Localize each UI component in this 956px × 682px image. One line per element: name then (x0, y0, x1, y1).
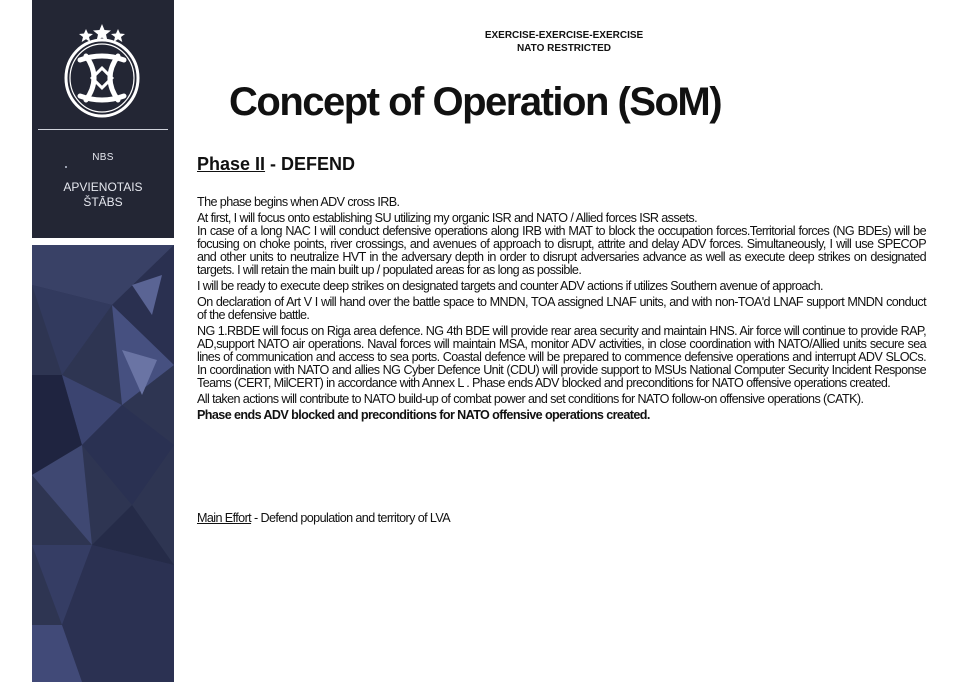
org-abbreviation: NBS (92, 152, 114, 163)
nbs-emblem-icon (62, 12, 142, 122)
phase-name: DEFEND (281, 154, 356, 174)
sidebar-decorative-panel (32, 245, 174, 682)
sidebar-divider (38, 129, 168, 130)
sidebar-header-panel (32, 0, 174, 238)
polygon-pattern-graphic (32, 245, 174, 682)
paragraph-focus-su: At first, I will focus onto establishing SU utilizing my organic ISR and NATO / Allied forces ISR assets. (197, 211, 697, 225)
classification-exercise: EXERCISE-EXERCISE-EXERCISE (484, 30, 644, 41)
paragraph-phase-ends: Phase ends ADV blocked and preconditions for NATO offensive operations created. (197, 408, 650, 422)
phase-heading (197, 154, 355, 175)
classification-level: NATO RESTRICTED (516, 43, 612, 54)
paragraph-deep-strikes: I will be ready to execute deep strikes on designated targets and counter ADV actions if utilizes Southern avenue of approach. (197, 279, 823, 293)
org-name-line2: ŠTĀBS (83, 195, 123, 209)
paragraph-all-actions: All taken actions will contribute to NATO build-up of combat power and set conditions for NATO follow-on offensive operations (CATK). (197, 392, 864, 406)
paragraph-art-v: On declaration of Art V I will hand over the battle space to MNDN, TOA assigned LNAF units, and with non-TOA'd LNAF support MNDN conduct of the defensive battle. (197, 295, 926, 322)
org-name-line1: APVIENOTAIS (63, 180, 143, 194)
main-effort-label: Main Effort (197, 511, 252, 525)
main-effort-line (197, 511, 450, 525)
paragraph-ng-rbde: NG 1.RBDE will focus on Riga area defence. NG 4th BDE will provide rear area security and maintain HNS. Air force will continue to provide RAP, AD,support NATO air operations. Naval forces will maintain MSA, monitor ADV activities, in close coordination with NATO/Allied units secure sea lines of communication and access to sea ports. Coastal defence will be prepared to commence defensive operations and interrupt ADV SLOCs. In coordination with NATO and allies NG Cyber Defence Unit (CDU) will provide support to MSUs National Computer Security Incident Response Teams (CERT, MilCERT) in accordance with Annex L . Phase ends ADV blocked and preconditions for NATO offensive operations created. (197, 324, 926, 390)
org-name (32, 180, 174, 210)
paragraph-long-nac: In case of a long NAC I will conduct defensive operations along IRB with MAT to block the occupation forces.Territorial forces (NG BDEs) will be focusing on choke points, river crossings, and avenues of approach to disrupt, attrite and delay ADV forces. Simultaneously, I will use SPECOP and other units to neutralize HVT in the adversary depth in order to disrupt adversaries advance as well as execute deep strikes on designated targets. I will retain the main built up / populated areas for as long as possible. (197, 224, 926, 277)
phase-separator: - (265, 154, 282, 174)
paragraph-phase-begins: The phase begins when ADV cross IRB. (197, 195, 400, 209)
main-effort-text: - Defend population and territory of LVA (251, 511, 451, 525)
phase-label: Phase II (197, 154, 266, 174)
page-title: Concept of Operation (SoM) (229, 80, 722, 124)
concept-body (197, 196, 926, 425)
sidebar (32, 0, 174, 682)
classification-banner (440, 29, 688, 55)
decorative-dot (65, 166, 67, 168)
